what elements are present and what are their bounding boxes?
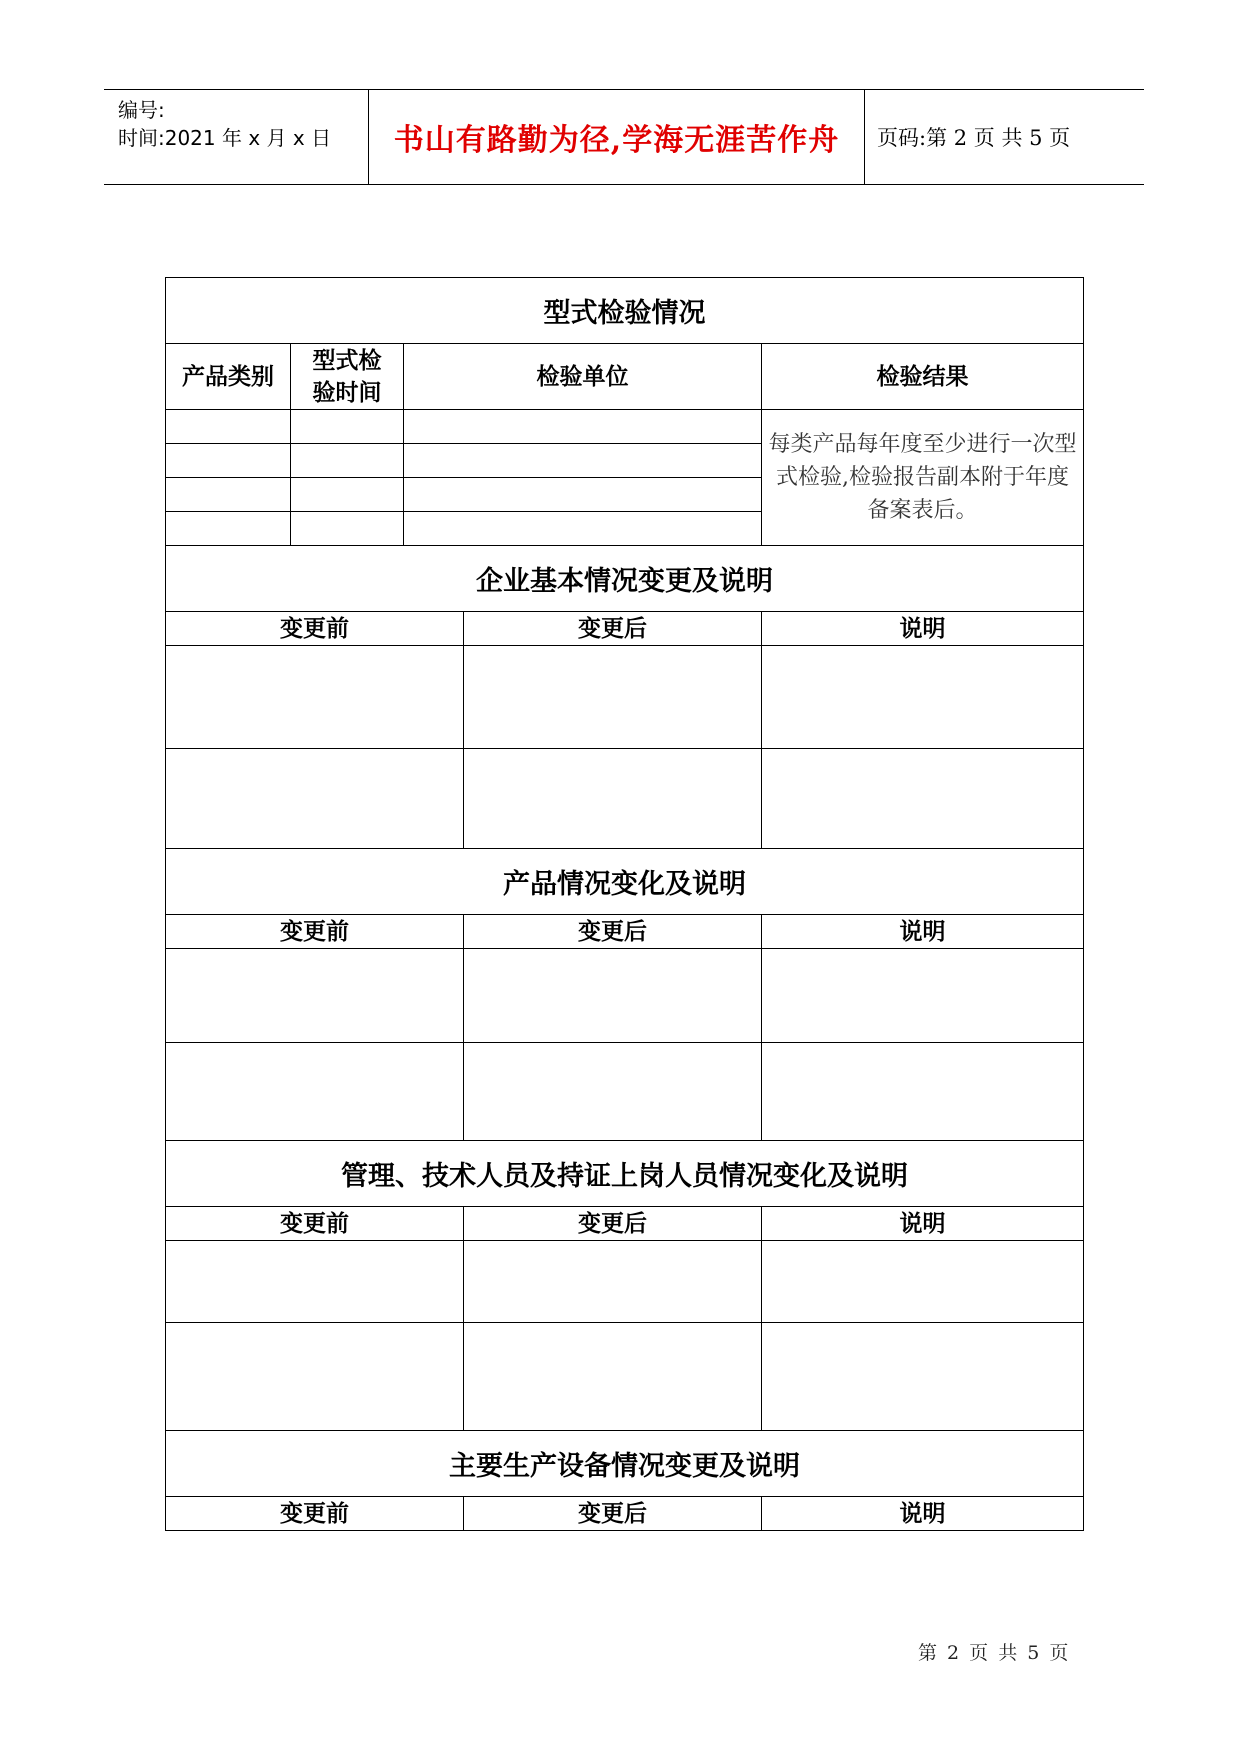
col-after: 变更后: [464, 915, 762, 949]
col-after: 变更后: [464, 1207, 762, 1241]
col-before: 变更前: [166, 1497, 464, 1531]
inspection-section-title: 型式检验情况: [166, 278, 1084, 344]
page-header: [104, 89, 1144, 185]
table-cell[interactable]: [166, 1323, 464, 1431]
table-cell[interactable]: [166, 646, 464, 749]
inspection-cell[interactable]: [404, 410, 762, 444]
col-before: 变更前: [166, 915, 464, 949]
table-cell[interactable]: [762, 646, 1084, 749]
col-inspection-time: [291, 344, 404, 410]
header-page-cell: [865, 90, 1144, 184]
table-cell[interactable]: [464, 749, 762, 849]
document-number-label: 编号:: [118, 98, 165, 122]
col-inspection-result: 检验结果: [762, 344, 1084, 410]
table-cell[interactable]: [166, 949, 464, 1043]
inspection-cell[interactable]: [404, 512, 762, 546]
inspection-cell[interactable]: [404, 444, 762, 478]
col-explanation: 说明: [762, 1497, 1084, 1531]
header-motto-cell: [369, 90, 865, 184]
filing-table: [165, 277, 1084, 1531]
table-cell[interactable]: [464, 949, 762, 1043]
section-title: 产品情况变化及说明: [166, 849, 1084, 915]
table-cell[interactable]: [762, 1241, 1084, 1323]
inspection-result-note: 每类产品每年度至少进行一次型式检验,检验报告副本附于年度备案表后。: [762, 410, 1084, 546]
col-explanation: 说明: [762, 612, 1084, 646]
inspection-cell[interactable]: [166, 444, 291, 478]
table-cell[interactable]: [762, 1043, 1084, 1141]
col-before: 变更前: [166, 612, 464, 646]
table-cell[interactable]: [464, 1323, 762, 1431]
col-inspection-time-line2: 验时间: [312, 378, 382, 406]
table-cell[interactable]: [464, 1241, 762, 1323]
col-inspection-time-line1: 型式检: [312, 346, 382, 374]
inspection-cell[interactable]: [166, 478, 291, 512]
page-footer: 第 2 页 共 5 页: [918, 1642, 1071, 1664]
table-cell[interactable]: [762, 749, 1084, 849]
inspection-cell[interactable]: [291, 410, 404, 444]
document-time-label: 时间:2021 年 x 月 x 日: [118, 126, 332, 150]
header-motto: 书山有路勤为径,学海无涯苦作舟: [393, 123, 840, 158]
table-cell[interactable]: [762, 1323, 1084, 1431]
table-cell[interactable]: [762, 949, 1084, 1043]
col-inspection-unit: 检验单位: [404, 344, 762, 410]
header-meta: [104, 90, 369, 184]
section-title: 企业基本情况变更及说明: [166, 546, 1084, 612]
inspection-cell[interactable]: [291, 444, 404, 478]
inspection-cell[interactable]: [291, 512, 404, 546]
inspection-cell[interactable]: [291, 478, 404, 512]
inspection-cell[interactable]: [166, 410, 291, 444]
table-cell[interactable]: [166, 749, 464, 849]
table-cell[interactable]: [464, 1043, 762, 1141]
col-explanation: 说明: [762, 915, 1084, 949]
header-page-info: 页码:第 2 页 共 5 页: [877, 126, 1071, 150]
section-title: 主要生产设备情况变更及说明: [166, 1431, 1084, 1497]
col-before: 变更前: [166, 1207, 464, 1241]
inspection-cell[interactable]: [166, 512, 291, 546]
col-product-category: 产品类别: [166, 344, 291, 410]
table-cell[interactable]: [166, 1043, 464, 1141]
table-cell[interactable]: [464, 646, 762, 749]
section-title: 管理、技术人员及持证上岗人员情况变化及说明: [166, 1141, 1084, 1207]
table-cell[interactable]: [166, 1241, 464, 1323]
col-after: 变更后: [464, 1497, 762, 1531]
col-explanation: 说明: [762, 1207, 1084, 1241]
col-after: 变更后: [464, 612, 762, 646]
inspection-cell[interactable]: [404, 478, 762, 512]
